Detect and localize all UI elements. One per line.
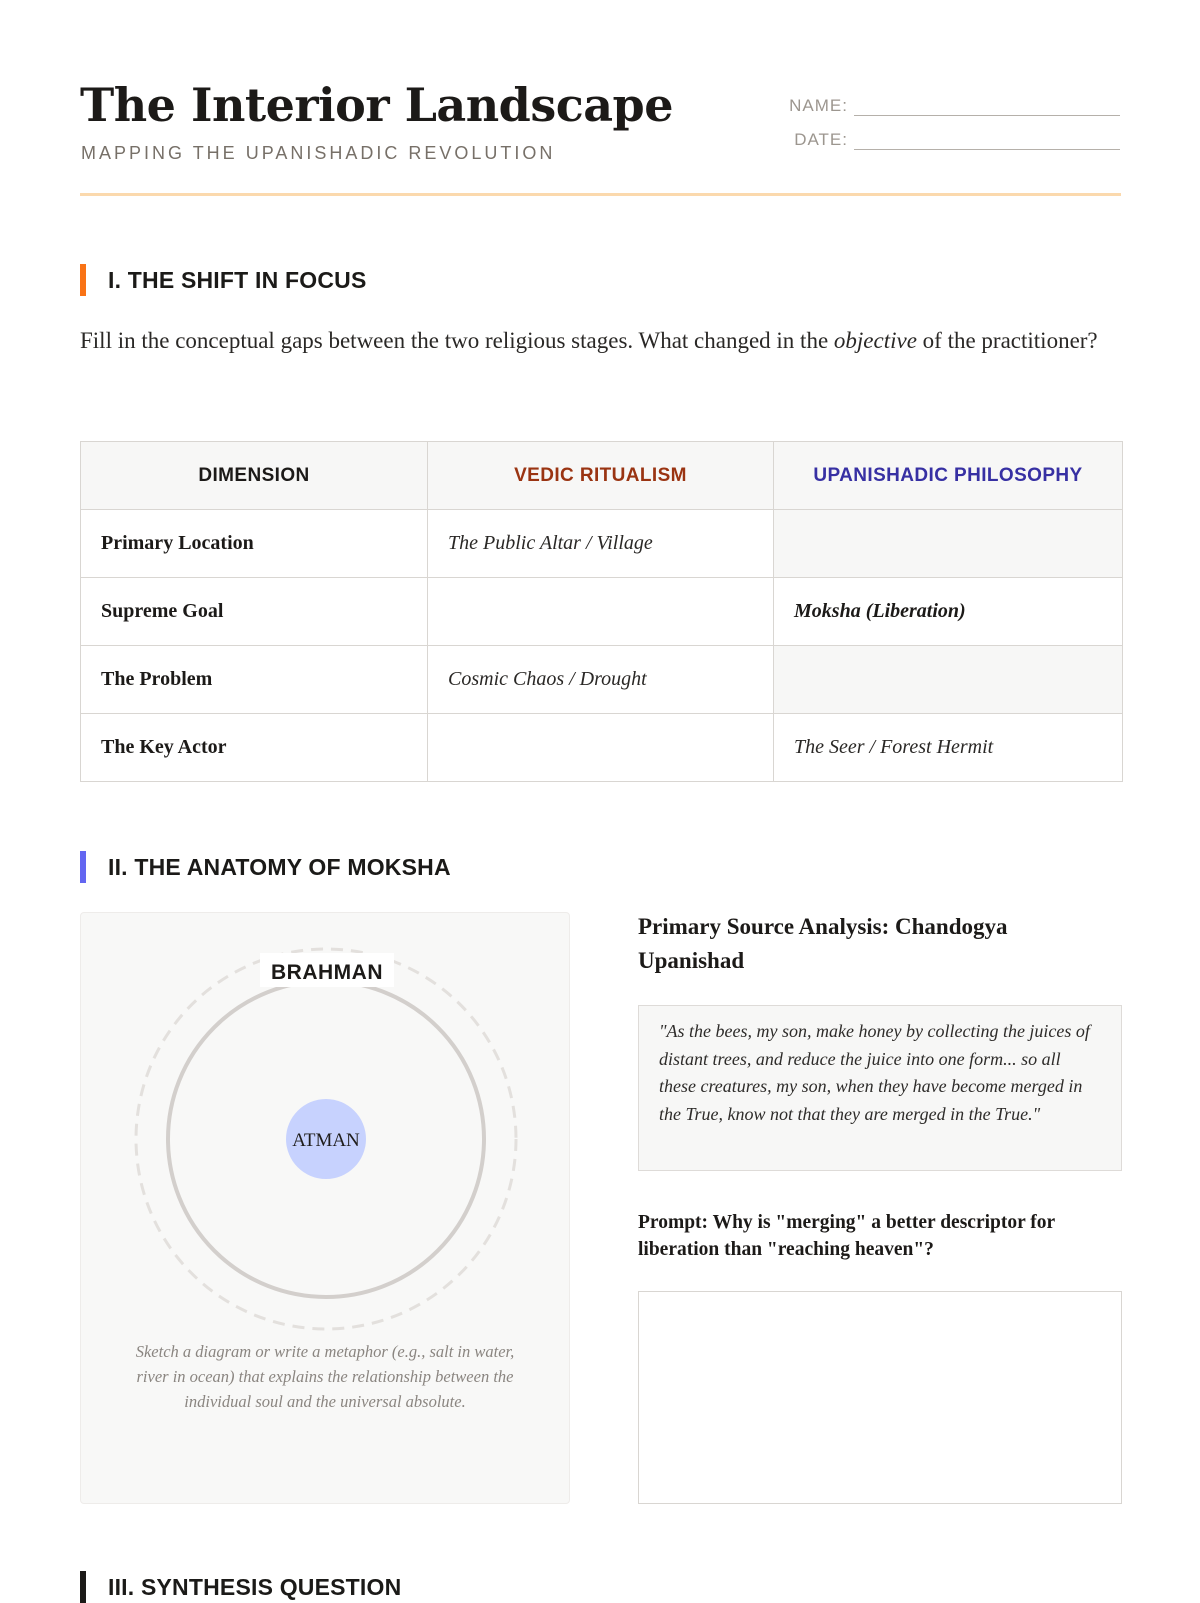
table-row xyxy=(81,646,1123,714)
date-label: DATE: xyxy=(794,130,848,149)
intro-text: Fill in the conceptual gaps between the two religious stages. What changed in the xyxy=(80,328,834,353)
section-1-header xyxy=(80,264,366,296)
section-accent-bar xyxy=(80,1571,86,1603)
vedic-cell: The Public Altar / Village xyxy=(428,510,774,578)
diagram-caption: Sketch a diagram or write a metaphor (e.g., salt in water, river in ocean) that explains the relationship between the individual soul and the universal absolute. xyxy=(135,1342,515,1411)
row-label: The Key Actor xyxy=(81,714,428,782)
date-field[interactable] xyxy=(854,129,1120,150)
page-subtitle: MAPPING THE UPANISHADIC REVOLUTION xyxy=(81,143,556,163)
row-label: Primary Location xyxy=(81,510,428,578)
table-row xyxy=(81,578,1123,646)
name-field[interactable] xyxy=(854,95,1120,116)
source-quote: "As the bees, my son, make honey by collecting the juices of distant trees, and reduce the juice into one form... so all these creatures, my son, when they have become merged in the True, know not that they are merged in the True." xyxy=(659,1021,1090,1124)
answer-box[interactable] xyxy=(638,1291,1122,1504)
table-header-row xyxy=(81,442,1123,510)
atman-label: ATMAN xyxy=(292,1130,360,1151)
upanishadic-blank-cell[interactable] xyxy=(774,510,1123,578)
comparison-table xyxy=(80,441,1123,782)
upanishadic-cell: The Seer / Forest Hermit xyxy=(774,714,1123,782)
table-row xyxy=(81,714,1123,782)
column-header-upanishadic: UPANISHADIC PHILOSOPHY xyxy=(774,442,1123,510)
section-2-title: II. THE ANATOMY OF MOKSHA xyxy=(108,853,451,880)
name-field-row xyxy=(760,92,1120,116)
intro-emphasis: objective xyxy=(833,328,917,353)
analysis-prompt: Prompt: Why is "merging" a better descriptor for liberation than "reaching heaven"? xyxy=(638,1212,1055,1260)
section-3-header xyxy=(80,1571,401,1603)
table-row xyxy=(81,510,1123,578)
section-accent-bar xyxy=(80,264,86,296)
brahman-label: BRAHMAN xyxy=(271,961,383,984)
section-1-instructions xyxy=(80,322,1120,360)
row-label: The Problem xyxy=(81,646,428,714)
section-1-title: I. THE SHIFT IN FOCUS xyxy=(108,266,367,293)
section-2-header xyxy=(80,851,451,883)
vedic-cell: Cosmic Chaos / Drought xyxy=(428,646,774,714)
source-analysis-title: Primary Source Analysis: Chandogya Upanishad xyxy=(638,914,1008,973)
page-title: The Interior Landscape xyxy=(80,78,673,132)
vedic-blank-cell[interactable] xyxy=(428,714,774,782)
column-header-dimension: DIMENSION xyxy=(81,442,428,510)
vedic-blank-cell[interactable] xyxy=(428,578,774,646)
column-header-vedic: VEDIC RITUALISM xyxy=(428,442,774,510)
diagram-sketch-area[interactable] xyxy=(80,912,570,1504)
row-label: Supreme Goal xyxy=(81,578,428,646)
brahman-atman-diagram xyxy=(81,913,569,1503)
intro-text-end: of the practitioner? xyxy=(916,328,1098,353)
section-accent-bar xyxy=(80,851,86,883)
section-3-title: III. SYNTHESIS QUESTION xyxy=(108,1573,402,1600)
upanishadic-cell: Moksha (Liberation) xyxy=(774,578,1123,646)
date-field-row xyxy=(760,126,1120,150)
name-label: NAME: xyxy=(789,96,848,115)
upanishadic-blank-cell[interactable] xyxy=(774,646,1123,714)
quote-box xyxy=(638,1005,1122,1171)
header-divider xyxy=(80,193,1121,196)
